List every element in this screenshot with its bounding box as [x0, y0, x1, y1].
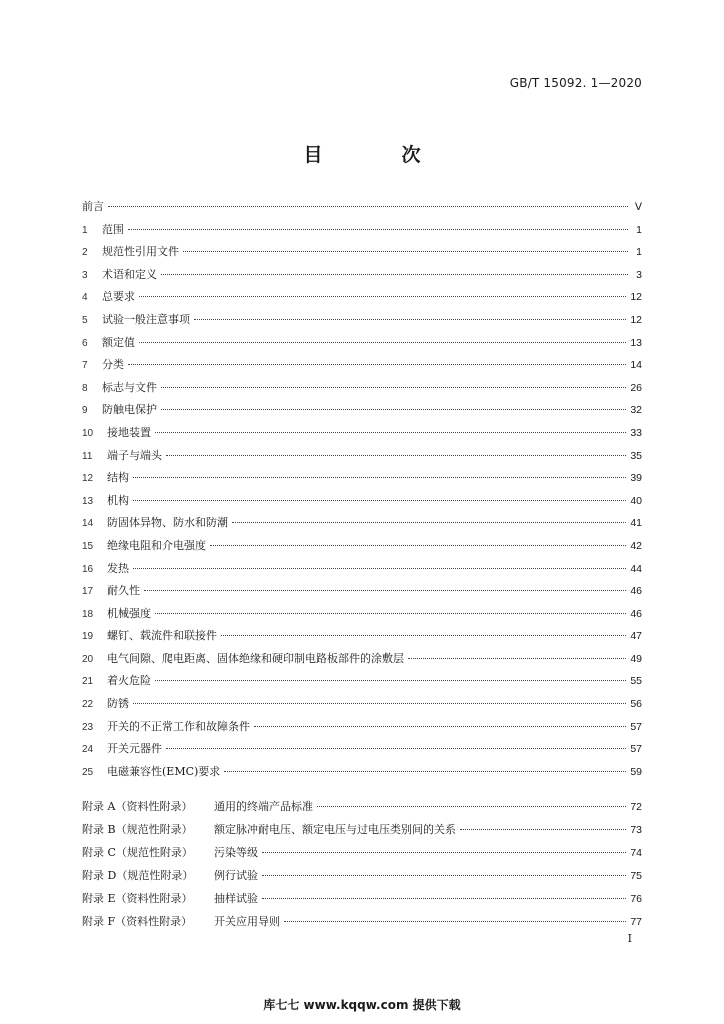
toc-number: 9: [82, 405, 88, 417]
toc-number: 3: [82, 269, 88, 281]
toc-number: 25: [82, 766, 94, 778]
annex-page: 77: [630, 916, 642, 928]
toc-label: 螺钉、载流件和联接件: [107, 629, 217, 643]
toc-number: 13: [82, 495, 94, 507]
toc-label: 耐久性: [107, 584, 140, 598]
toc-number: 19: [82, 631, 94, 643]
toc-row[interactable]: [82, 740, 642, 763]
toc-label: 试验一般注意事项: [102, 312, 190, 326]
leader-dots: [133, 477, 626, 478]
toc-label: 前言: [82, 200, 104, 213]
toc-number: 16: [82, 563, 94, 575]
toc-page: 3: [636, 268, 642, 281]
annex-row[interactable]: [82, 821, 642, 844]
annex-label: 例行试验: [214, 869, 258, 882]
download-footer: 库七七 www.kqqw.com 提供下载: [263, 998, 461, 1012]
toc-row[interactable]: [82, 447, 642, 470]
toc-row[interactable]: [82, 424, 642, 447]
leader-dots: [460, 829, 626, 830]
toc-label: 防锈: [107, 697, 129, 711]
toc-number: 5: [82, 314, 88, 326]
leader-dots: [232, 522, 626, 523]
toc-row[interactable]: [82, 356, 642, 379]
toc-row[interactable]: [82, 379, 642, 402]
toc-row[interactable]: [82, 311, 642, 334]
toc-page: 49: [630, 652, 642, 665]
annex-label: 通用的终端产品标准: [214, 800, 313, 813]
table-of-contents: [82, 198, 642, 785]
toc-row[interactable]: [82, 469, 642, 492]
toc-label: 结构: [107, 471, 129, 485]
toc-page: 55: [630, 675, 642, 688]
annex-label: 额定脉冲耐电压、额定电压与过电压类别间的关系: [214, 823, 456, 836]
toc-label: 分类: [102, 358, 124, 372]
toc-row[interactable]: [82, 582, 642, 605]
annex-page: 74: [630, 847, 642, 859]
toc-row[interactable]: [82, 672, 642, 695]
toc-page: 35: [630, 449, 642, 462]
leader-dots: [408, 658, 626, 659]
leader-dots: [284, 921, 626, 922]
annex-tag: 附录 F（资料性附录）: [82, 915, 193, 928]
toc-page: 42: [630, 539, 642, 552]
toc-row[interactable]: [82, 514, 642, 537]
toc-number: 18: [82, 608, 94, 620]
toc-number: 6: [82, 337, 88, 349]
toc-row[interactable]: [82, 695, 642, 718]
toc-number: 21: [82, 676, 94, 688]
annex-tag: 附录 E（资料性附录）: [82, 892, 193, 905]
toc-row[interactable]: [82, 627, 642, 650]
toc-page: 47: [630, 630, 642, 643]
toc-page: 1: [636, 246, 642, 259]
leader-dots: [155, 680, 626, 681]
toc-row[interactable]: [82, 288, 642, 311]
leader-dots: [221, 635, 626, 636]
annex-label: 抽样试验: [214, 892, 258, 905]
annex-list: [82, 798, 642, 936]
annex-row[interactable]: [82, 844, 642, 867]
toc-number: 17: [82, 586, 94, 598]
toc-page: 46: [630, 607, 642, 620]
leader-dots: [155, 613, 626, 614]
leader-dots: [166, 455, 626, 456]
toc-row[interactable]: [82, 560, 642, 583]
toc-page: Ⅴ: [634, 201, 642, 213]
toc-page: 14: [630, 359, 642, 372]
toc-number: 7: [82, 360, 88, 372]
toc-row[interactable]: [82, 492, 642, 515]
toc-label: 开关元器件: [107, 742, 162, 756]
toc-row[interactable]: [82, 401, 642, 424]
annex-tag: 附录 A（资料性附录）: [82, 800, 193, 813]
toc-page: 40: [630, 494, 642, 507]
toc-label: 规范性引用文件: [102, 245, 179, 259]
toc-number: 10: [82, 427, 94, 439]
leader-dots: [128, 229, 628, 230]
toc-page: 57: [630, 743, 642, 756]
toc-label: 绝缘电阻和介电强度: [107, 538, 206, 552]
leader-dots: [161, 274, 628, 275]
leader-dots: [133, 703, 626, 704]
toc-number: 20: [82, 653, 94, 665]
toc-label: 标志与文件: [102, 380, 157, 394]
toc-page: 41: [630, 517, 642, 530]
toc-row[interactable]: [82, 763, 642, 786]
toc-label: 机构: [107, 493, 129, 507]
toc-label: 范围: [102, 222, 124, 236]
leader-dots: [254, 726, 626, 727]
leader-dots: [224, 771, 626, 772]
leader-dots: [183, 251, 628, 252]
annex-page: 76: [630, 893, 642, 905]
leader-dots: [128, 364, 626, 365]
toc-label: 发热: [107, 561, 129, 575]
leader-dots: [166, 748, 626, 749]
toc-page: 26: [630, 381, 642, 394]
toc-label: 防触电保护: [102, 403, 157, 417]
toc-number: 11: [82, 450, 93, 462]
toc-number: 1: [82, 224, 88, 236]
toc-number: 4: [82, 292, 88, 304]
toc-page: 59: [630, 765, 642, 778]
toc-page: 13: [630, 336, 642, 349]
leader-dots: [262, 898, 626, 899]
toc-number: 15: [82, 540, 94, 552]
toc-page: 1: [636, 223, 642, 236]
toc-row[interactable]: [82, 243, 642, 266]
leader-dots: [161, 409, 626, 410]
leader-dots: [139, 342, 626, 343]
annex-row[interactable]: [82, 798, 642, 821]
toc-label: 端子与端头: [107, 448, 162, 462]
toc-page: 32: [630, 404, 642, 417]
toc-label: 防固体异物、防水和防潮: [107, 516, 228, 530]
toc-page: 44: [630, 562, 642, 575]
leader-dots: [262, 875, 626, 876]
toc-number: 12: [82, 473, 94, 485]
toc-page: 33: [630, 426, 642, 439]
toc-page: 46: [630, 585, 642, 598]
annex-tag: 附录 C（规范性附录）: [82, 846, 193, 859]
annex-page: 72: [630, 801, 642, 813]
toc-label: 额定值: [102, 335, 135, 349]
standard-code: GB/T 15092. 1—2020: [509, 76, 642, 90]
leader-dots: [262, 852, 626, 853]
toc-number: 24: [82, 744, 94, 756]
toc-page: 12: [630, 313, 642, 326]
toc-row[interactable]: [82, 718, 642, 741]
leader-dots: [317, 806, 626, 807]
toc-label: 着火危险: [107, 674, 151, 688]
annex-label: 开关应用导则: [214, 915, 280, 928]
toc-number: 23: [82, 721, 94, 733]
toc-row[interactable]: [82, 198, 642, 221]
leader-dots: [194, 319, 626, 320]
toc-row[interactable]: [82, 266, 642, 289]
leader-dots: [133, 500, 626, 501]
leader-dots: [144, 590, 626, 591]
annex-page: 73: [630, 824, 642, 836]
annex-page: 75: [630, 870, 642, 882]
leader-dots: [139, 296, 626, 297]
toc-number: 22: [82, 699, 94, 711]
page-number: I: [627, 932, 632, 945]
toc-row[interactable]: [82, 221, 642, 244]
annex-row[interactable]: [82, 913, 642, 936]
toc-label: 电气间隙、爬电距离、固体绝缘和硬印制电路板部件的涂敷层: [107, 651, 404, 665]
annex-tag: 附录 B（规范性附录）: [82, 823, 193, 836]
toc-page: 57: [630, 720, 642, 733]
annex-row[interactable]: [82, 890, 642, 913]
leader-dots: [210, 545, 626, 546]
toc-label: 机械强度: [107, 606, 151, 620]
toc-number: 8: [82, 382, 88, 394]
annex-tag: 附录 D（规范性附录）: [82, 869, 194, 882]
toc-row[interactable]: [82, 650, 642, 673]
toc-page: 12: [630, 291, 642, 304]
toc-page: 39: [630, 472, 642, 485]
toc-label: 总要求: [102, 290, 135, 304]
toc-row[interactable]: [82, 605, 642, 628]
toc-row[interactable]: [82, 537, 642, 560]
leader-dots: [161, 387, 626, 388]
page-title: 目 次: [303, 144, 451, 166]
toc-label: 术语和定义: [102, 267, 157, 281]
leader-dots: [108, 206, 628, 207]
toc-number: 2: [82, 247, 88, 259]
leader-dots: [155, 432, 626, 433]
annex-row[interactable]: [82, 867, 642, 890]
toc-label: 接地装置: [107, 425, 151, 439]
toc-page: 56: [630, 698, 642, 711]
toc-label: 电磁兼容性(EMC)要求: [107, 764, 221, 778]
annex-label: 污染等级: [214, 846, 258, 859]
toc-number: 14: [82, 518, 94, 530]
toc-row[interactable]: [82, 334, 642, 357]
leader-dots: [133, 568, 626, 569]
toc-label: 开关的不正常工作和故障条件: [107, 719, 250, 733]
